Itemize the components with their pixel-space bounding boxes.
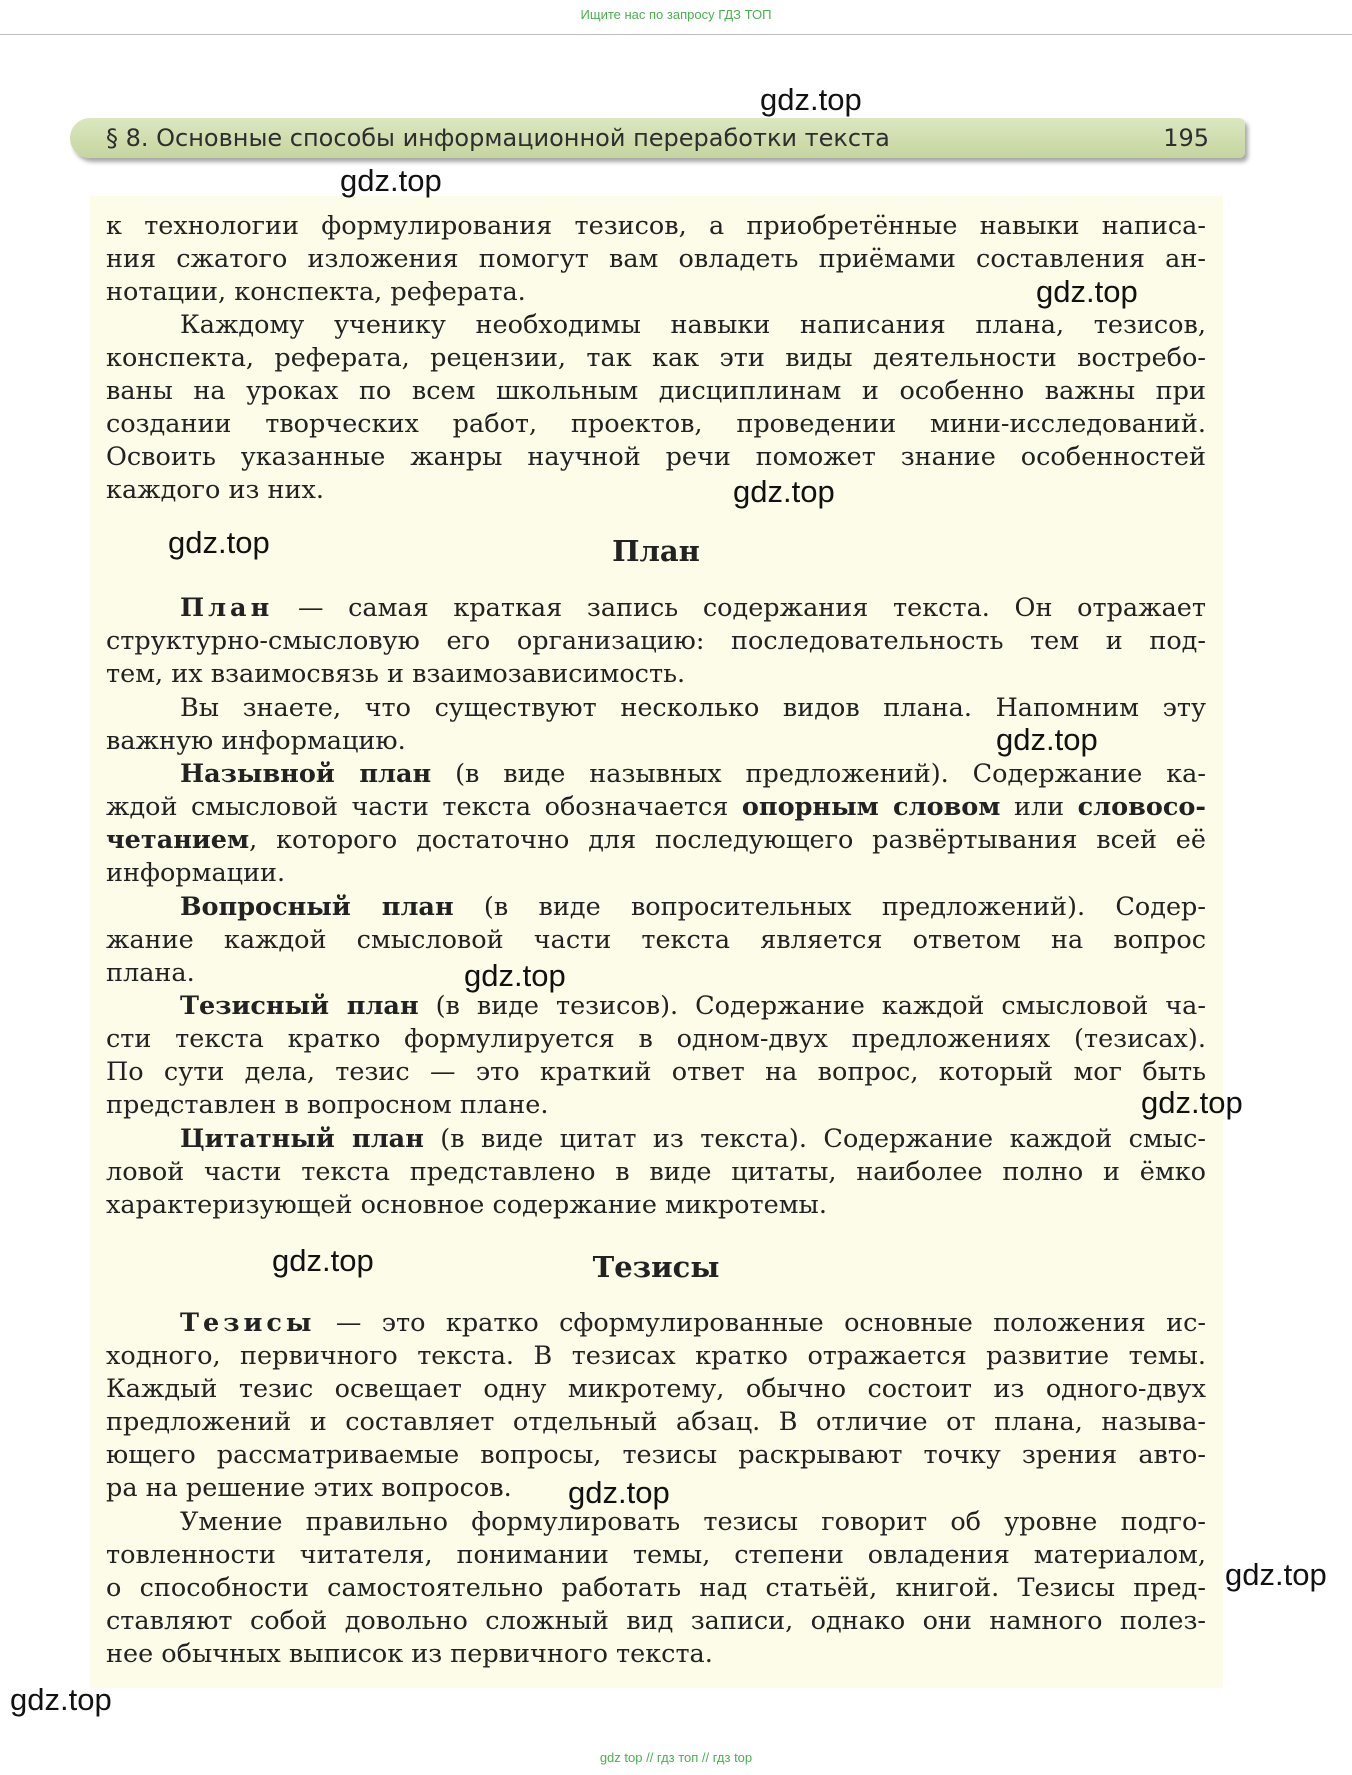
watermark: gdz.top (1036, 274, 1138, 309)
text-line: Умение правильно формулировать тезисы говорит об уровне подго- (180, 1507, 1206, 1537)
term-nominal-plan: Назывной план (180, 759, 432, 789)
banner-text: Ищите нас по запросу ГДЗ ТОП (580, 7, 772, 22)
text-line: жание каждой смысловой части текста является ответом на вопрос (106, 925, 1206, 955)
text-fragment: (в виде вопросительных предложений). Содер- (453, 892, 1206, 922)
watermark: gdz.top (1225, 1557, 1327, 1592)
text-line (180, 1123, 1206, 1156)
text-fragment: , которого достаточно для последующего развёртывания всей её (249, 825, 1206, 855)
watermark: gdz.top (10, 1682, 112, 1717)
page-number: 195 (1163, 124, 1209, 152)
text-line (180, 758, 1206, 791)
text-line: Освоить указанные жанры научной речи поможет знание особенностей (106, 442, 1206, 472)
term-quote-plan: Цитатный план (180, 1124, 424, 1154)
text-line: тем, их взаимосвязь и взаимозависимость. (106, 659, 686, 689)
watermark: gdz.top (996, 722, 1098, 757)
text-line: ния сжатого изложения помогут вам овладеть приёмами составления ан- (106, 244, 1206, 274)
term-key-word: опорным словом (741, 792, 1001, 822)
text-line: По сути дела, тезис — это краткий ответ на вопрос, который мог быть (106, 1057, 1206, 1087)
text-line: Каждому ученику необходимы навыки написания плана, тезисов, (180, 310, 1206, 340)
watermark: gdz.top (760, 82, 862, 117)
footer-text: gdz top // гдз топ // гдз top (599, 1750, 753, 1765)
text-line (106, 824, 1206, 857)
section-title: § 8. Основные способы информационной переработки текста (106, 124, 890, 152)
term-thesis-plan: Тезисный план (180, 991, 419, 1021)
text-line: к технологии формулирования тезисов, а приобретённые навыки написа- (106, 211, 1206, 241)
text-line: товленности читателя, понимании темы, степени овладения материалом, (106, 1540, 1206, 1570)
text-fragment: (в виде тезисов). Содержание каждой смысловой ча- (418, 991, 1206, 1021)
term-phrase-end: четанием (106, 825, 250, 855)
text-line: ставляют собой довольно сложный вид записи, однако они намного полез- (106, 1606, 1206, 1636)
watermark: gdz.top (168, 525, 270, 560)
text-line (180, 592, 1206, 625)
text-line (180, 1307, 1206, 1340)
text-line: создании творческих работ, проектов, проведении мини-исследований. (106, 409, 1206, 439)
text-line: информации. (106, 858, 286, 888)
text-line: о способности самостоятельно работать над статьёй, книгой. Тезисы пред- (106, 1573, 1206, 1603)
text-line: важную информацию. (106, 726, 406, 756)
text-line: сти текста кратко формулируется в одном-двух предложениях (тезисах). (106, 1024, 1206, 1054)
text-line: ваны на уроках по всем школьным дисциплинам и особенно важны при (106, 376, 1206, 406)
text-line (106, 791, 1206, 824)
text-line: ходного, первичного текста. В тезисах кратко отражается развитие темы. (106, 1341, 1206, 1371)
text-line: ра на решение этих вопросов. (106, 1473, 512, 1503)
text-line: конспекта, реферата, рецензии, так как эти виды деятельности востребо- (106, 343, 1206, 373)
section-header (70, 118, 1245, 158)
watermark: gdz.top (568, 1475, 670, 1510)
text-fragment: — это кратко сформулированные основные положения ис- (315, 1308, 1206, 1338)
top-banner (0, 0, 1352, 35)
watermark: gdz.top (464, 958, 566, 993)
text-fragment: (в виде цитат из текста). Содержание каждой смыс- (423, 1124, 1206, 1154)
term-plan: План (180, 593, 274, 623)
text-line: ющего рассматриваемые вопросы, тезисы раскрывают точку зрения авто- (106, 1440, 1206, 1470)
text-fragment: (в виде назывных предложений). Содержание ка- (431, 759, 1206, 789)
text-line: нотации, конспекта, реферата. (106, 277, 526, 307)
heading-plan: План (612, 534, 700, 568)
text-line (180, 990, 1206, 1023)
text-line: Вы знаете, что существуют несколько видов плана. Напомним эту (180, 693, 1206, 723)
watermark: gdz.top (340, 163, 442, 198)
text-fragment: ждой смысловой части текста обозначается (106, 792, 742, 822)
text-fragment: или (1000, 792, 1078, 822)
text-line: каждого из них. (106, 475, 324, 505)
text-line: представлен в вопросном плане. (106, 1090, 549, 1120)
text-line: Каждый тезис освещает одну микротему, обычно состоит из одного-двух (106, 1374, 1206, 1404)
watermark: gdz.top (1141, 1085, 1243, 1120)
term-question-plan: Вопросный план (180, 892, 454, 922)
term-theses: Тезисы (180, 1308, 316, 1338)
watermark: gdz.top (733, 474, 835, 509)
text-line (180, 891, 1206, 924)
text-line: плана. (106, 958, 195, 988)
text-fragment: — самая краткая запись содержания текста. Он отражает (273, 593, 1206, 623)
text-line: нее обычных выписок из первичного текста. (106, 1639, 713, 1669)
term-phrase: словосо- (1077, 792, 1206, 822)
text-line: характеризующей основное содержание микротемы. (106, 1190, 827, 1220)
watermark: gdz.top (272, 1243, 374, 1278)
text-line: ловой части текста представлено в виде цитаты, наиболее полно и ёмко (106, 1157, 1206, 1187)
text-line: предложений и составляет отдельный абзац. В отличие от плана, называ- (106, 1407, 1206, 1437)
text-line: структурно-смысловую его организацию: последовательность тем и под- (106, 626, 1206, 656)
heading-theses: Тезисы (592, 1250, 720, 1284)
